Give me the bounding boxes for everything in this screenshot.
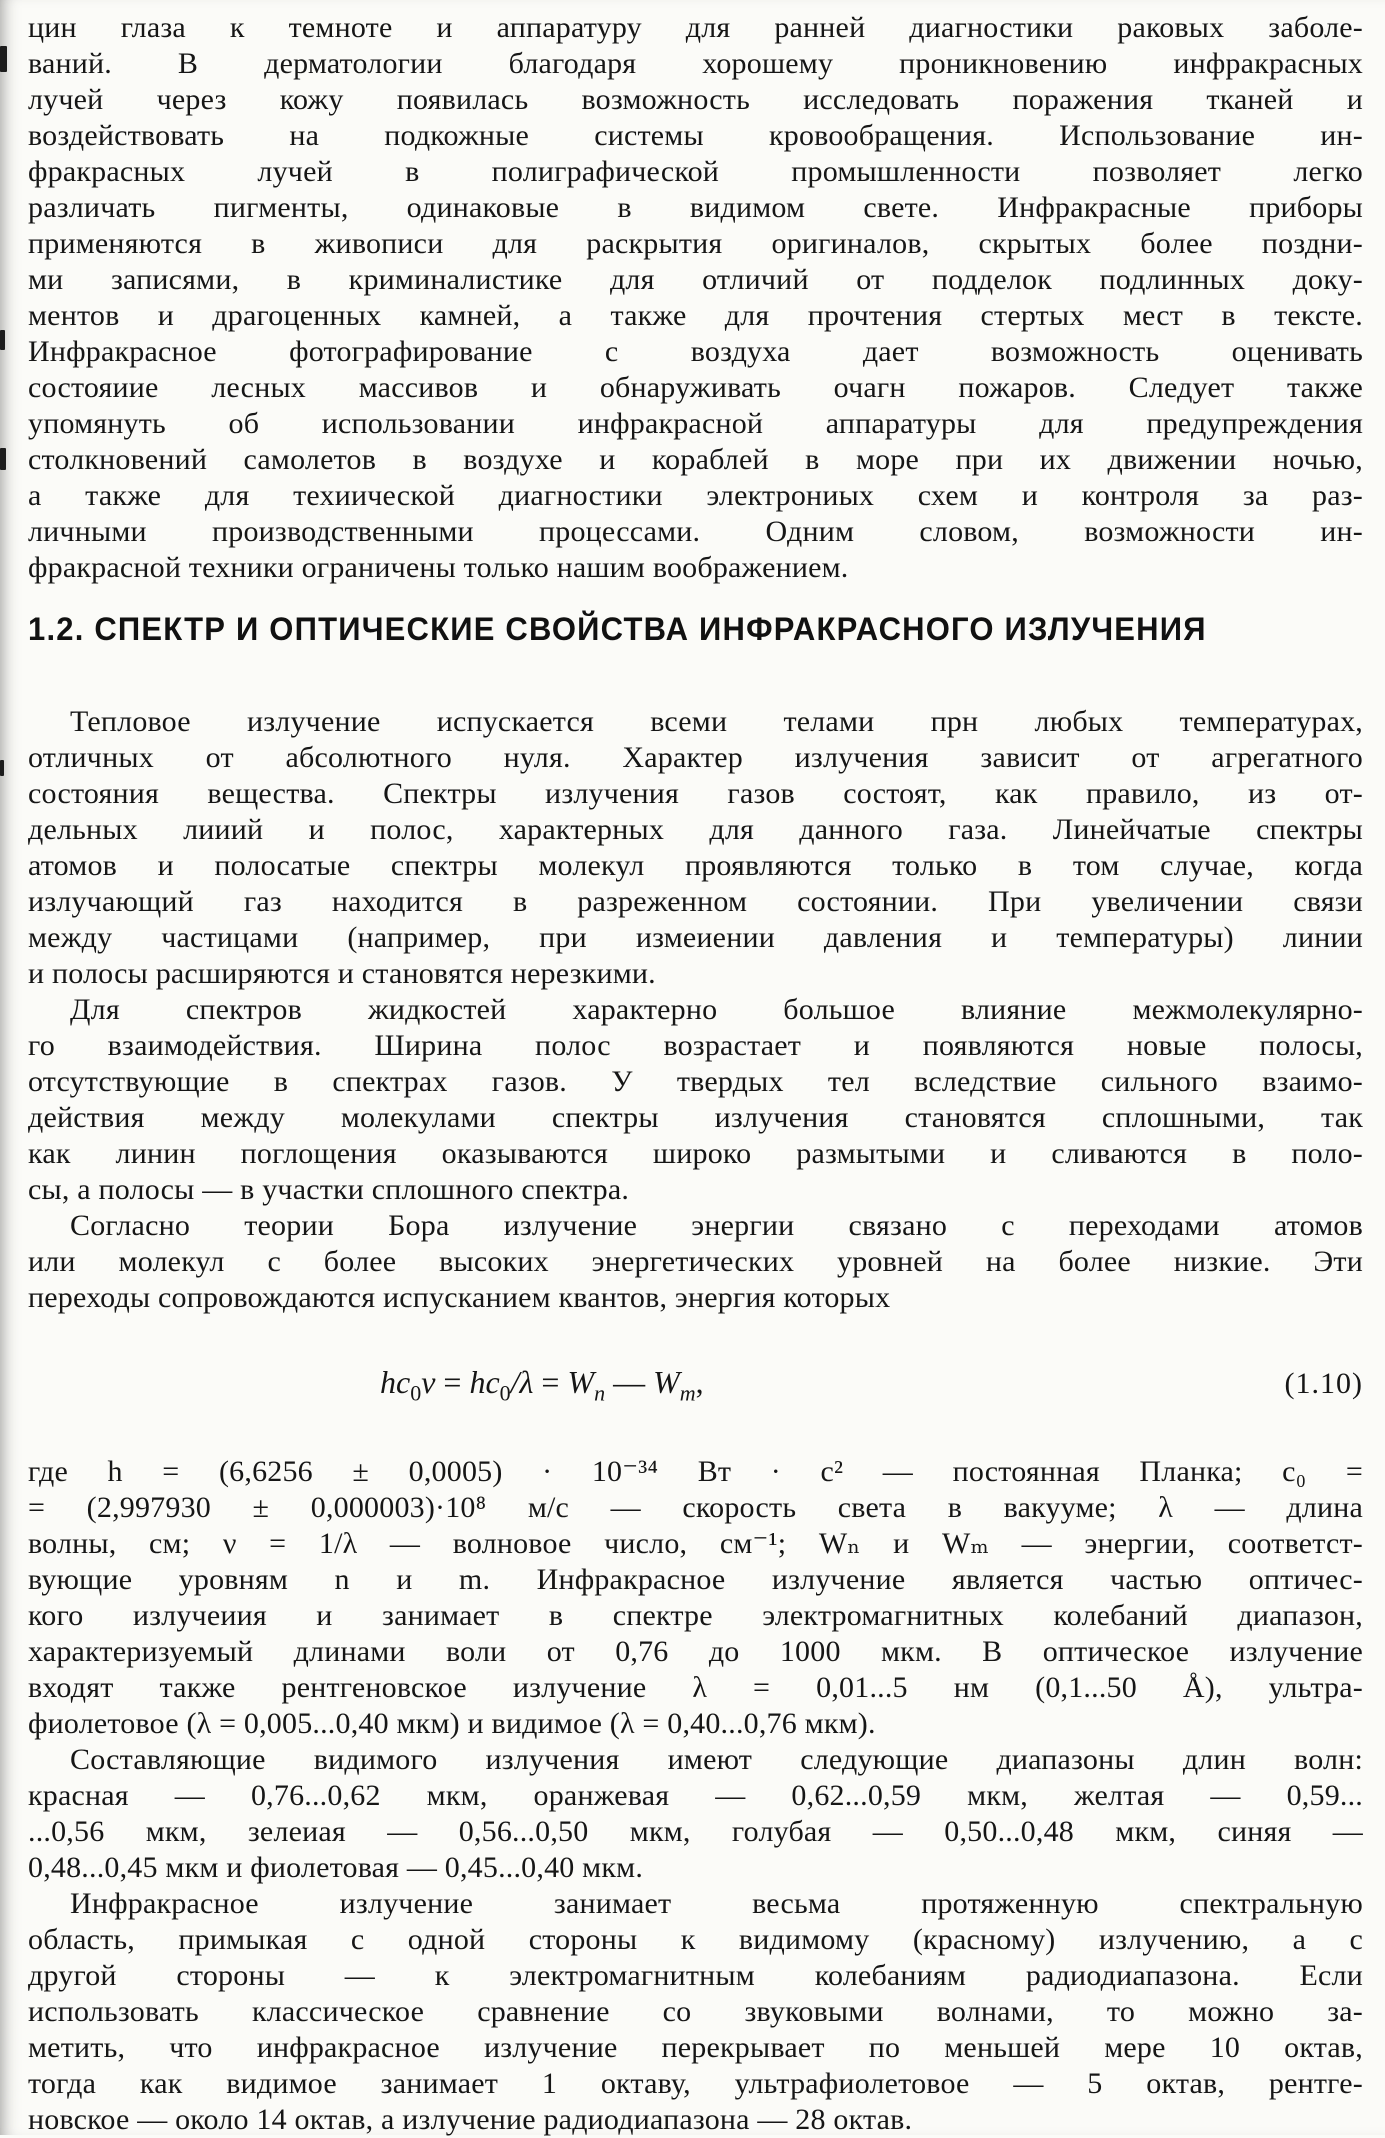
text-line: новское — около 14 октав, а излучение радиодиапазона — 28 октав. bbox=[28, 2103, 913, 2136]
text-line: дельных лииий и полос, характерных для данного газа. Линейчатые спектры bbox=[28, 813, 1363, 846]
text-line: ...0,56 мкм, зелеиая — 0,56...0,50 мкм, голубая — 0,50...0,48 мкм, синяя — bbox=[28, 1815, 1363, 1848]
text-line: личными производственными процессами. Одним словом, возможности ин- bbox=[28, 515, 1363, 548]
text-line: отсутствующие в спектрах газов. У твердых тел вследствие сильного взаимо- bbox=[28, 1065, 1363, 1098]
text-line: красная — 0,76...0,62 мкм, оранжевая — 0,62...0,59 мкм, желтая — 0,59... bbox=[28, 1779, 1363, 1812]
formula-term: W bbox=[567, 1364, 595, 1400]
text-line: состояния вещества. Спектры излучения газов состоят, как правило, из от- bbox=[28, 777, 1363, 810]
equation-number: (1.10) bbox=[1284, 1367, 1363, 1400]
text-line: волны, см; ν = 1/λ — волновое число, см⁻¹; Wₙ и Wₘ — энергии, соответст- bbox=[28, 1527, 1363, 1560]
text-line: состояиие лесных массивов и обнаруживать очагн пожаров. Следует также bbox=[28, 371, 1363, 404]
formula-term: hc bbox=[380, 1364, 411, 1400]
text-line: воздействовать на подкожные системы кровообращения. Использование ин- bbox=[28, 119, 1363, 152]
text-line: Согласно теории Бора излучение энергии связано с переходами атомов bbox=[70, 1209, 1363, 1242]
text-line: го взаимодействия. Ширина полос возрастает и появляются новые полосы, bbox=[28, 1029, 1363, 1062]
text-line: столкновений самолетов в воздухе и кораблей в море при их движении ночью, bbox=[28, 443, 1363, 476]
formula-operator: = bbox=[533, 1364, 568, 1400]
text-line: сы, а полосы — в участки сплошного спектра. bbox=[28, 1173, 630, 1206]
text-line: метить, что инфракрасное излучение перекрывает по меньшей мере 10 октав, bbox=[28, 2031, 1363, 2064]
text-line: кого излучеиия и занимает в спектре электромагнитных колебаний диапазон, bbox=[28, 1599, 1363, 1632]
text-line: ми записями, в криминалистике для отличий от подделок подлинных доку- bbox=[28, 263, 1363, 296]
text-line: 0,48...0,45 мкм и фиолетовая — 0,45...0,40 мкм. bbox=[28, 1851, 644, 1884]
text-line: = (2,997930 ± 0,000003)·10⁸ м/с — скорость света в вакууме; λ — длина bbox=[28, 1491, 1363, 1524]
text-line: излучающий газ находится в разреженном состоянии. При увеличении связи bbox=[28, 885, 1363, 918]
text-line: Инфракрасное фотографирование с воздуха дает возможность оценивать bbox=[28, 335, 1363, 368]
text-line: область, примыкая с одной стороны к видимому (красному) излучению, а с bbox=[28, 1923, 1363, 1956]
text-line: где h = (6,6256 ± 0,0005) · 10⁻³⁴ Вт · с² — постоянная Планка; c₀ = bbox=[28, 1455, 1363, 1488]
formula-subscript: n bbox=[594, 1380, 606, 1406]
paragraph-continuation bbox=[28, 10, 1363, 586]
text-line: другой стороны — к электромагнитным колебаниям радиодиапазона. Если bbox=[28, 1959, 1363, 1992]
formula-operator: — bbox=[605, 1364, 654, 1400]
paragraph bbox=[28, 704, 1363, 992]
text-line: Составляющие видимого излучения имеют следующие диапазоны длин волн: bbox=[70, 1743, 1363, 1776]
scan-artifact bbox=[0, 46, 7, 72]
formula-term: /λ bbox=[510, 1364, 534, 1400]
text-line: Тепловое излучение испускается всеми телами прн любых температурах, bbox=[70, 705, 1363, 738]
formula-subscript: 0 bbox=[410, 1380, 422, 1406]
paragraph bbox=[28, 992, 1363, 1208]
formula-punctuation: , bbox=[695, 1364, 704, 1400]
section-heading: 1.2. СПЕКТР И ОПТИЧЕСКИЕ СВОЙСТВА ИНФРАКРАСНОГО ИЗЛУЧЕНИЯ bbox=[28, 611, 1207, 648]
text-line: фракрасной техники ограничены только нашим воображением. bbox=[28, 551, 849, 584]
text-line: фракрасных лучей в полиграфической промышленности позволяет легко bbox=[28, 155, 1363, 188]
text-line: фиолетовое (λ = 0,005...0,40 мкм) и видимое (λ = 0,40...0,76 мкм). bbox=[28, 1707, 876, 1740]
formula-operator: = bbox=[435, 1364, 470, 1400]
text-line: входят также рентгеновское излучение λ = 0,01...5 нм (0,1...50 Å), ультра- bbox=[28, 1671, 1363, 1704]
text-line: Инфракрасное излучение занимает весьма протяженную спектральную bbox=[70, 1887, 1363, 1920]
text-line: как линин поглощения оказываются широко размытыми и сливаются в поло- bbox=[28, 1137, 1363, 1170]
text-line: и полосы расширяются и становятся нерезкими. bbox=[28, 957, 656, 990]
text-line: отличных от абсолютного нуля. Характер излучения зависит от агрегатного bbox=[28, 741, 1363, 774]
text-line: характеризуемый длинами воли от 0,76 до 1000 мкм. В оптическое излучение bbox=[28, 1635, 1363, 1668]
text-line: вующие уровням n и m. Инфракрасное излучение является частью оптичес- bbox=[28, 1563, 1363, 1596]
text-line: упомянуть об использовании инфракрасной аппаратуры для предупреждения bbox=[28, 407, 1363, 440]
text-line: различать пигменты, одинаковые в видимом свете. Инфракрасные приборы bbox=[28, 191, 1363, 224]
text-line: переходы сопровождаются испусканием квантов, энергия которых bbox=[28, 1281, 891, 1314]
paragraph bbox=[28, 1886, 1363, 2138]
text-line: ваний. В дерматологии благодаря хорошему проникновению инфракрасных bbox=[28, 47, 1363, 80]
text-line: лучей через кожу появилась возможность исследовать поражения тканей и bbox=[28, 83, 1363, 116]
equation-formula bbox=[380, 1360, 704, 1404]
text-line: Для спектров жидкостей характерно большое влияние межмолекулярно- bbox=[70, 993, 1363, 1026]
formula-term: W bbox=[653, 1364, 680, 1400]
paragraph-where-clause bbox=[28, 1454, 1363, 1742]
text-line: применяются в живописи для раскрытия оригиналов, скрытых более поздни- bbox=[28, 227, 1363, 260]
text-line: или молекул с более высоких энергетических уровней на более низкие. Эти bbox=[28, 1245, 1363, 1278]
text-line: действия между молекулами спектры излучения становятся сплошными, так bbox=[28, 1101, 1363, 1134]
scan-artifact bbox=[0, 760, 4, 776]
text-line: ментов и драгоценных камней, а также для прочтения стертых мест в тексте. bbox=[28, 299, 1363, 332]
scan-artifact bbox=[0, 448, 6, 470]
formula-subscript: 0 bbox=[499, 1380, 511, 1406]
text-line: цин глаза к темноте и аппаратуру для ранней диагностики раковых заболе- bbox=[28, 11, 1363, 44]
text-line: между частицами (например, при измеиении давления и температуры) линии bbox=[28, 921, 1363, 954]
scan-artifact bbox=[0, 330, 5, 350]
paragraph bbox=[28, 1742, 1363, 1886]
text-line: а также для техиической диагностики электрониых схем и контроля за раз- bbox=[28, 479, 1363, 512]
text-line: атомов и полосатые спектры молекул проявляются только в том случае, когда bbox=[28, 849, 1363, 882]
equation-row bbox=[28, 1360, 1363, 1406]
text-line: использовать классическое сравнение со звуковыми волнами, то можно за- bbox=[28, 1995, 1363, 2028]
formula-subscript: m bbox=[679, 1380, 696, 1406]
paragraph bbox=[28, 1208, 1363, 1316]
formula-term: ν bbox=[421, 1364, 436, 1400]
formula-term: hc bbox=[469, 1364, 500, 1400]
text-line: тогда как видимое занимает 1 октаву, ультрафиолетовое — 5 октав, рентге- bbox=[28, 2067, 1363, 2100]
